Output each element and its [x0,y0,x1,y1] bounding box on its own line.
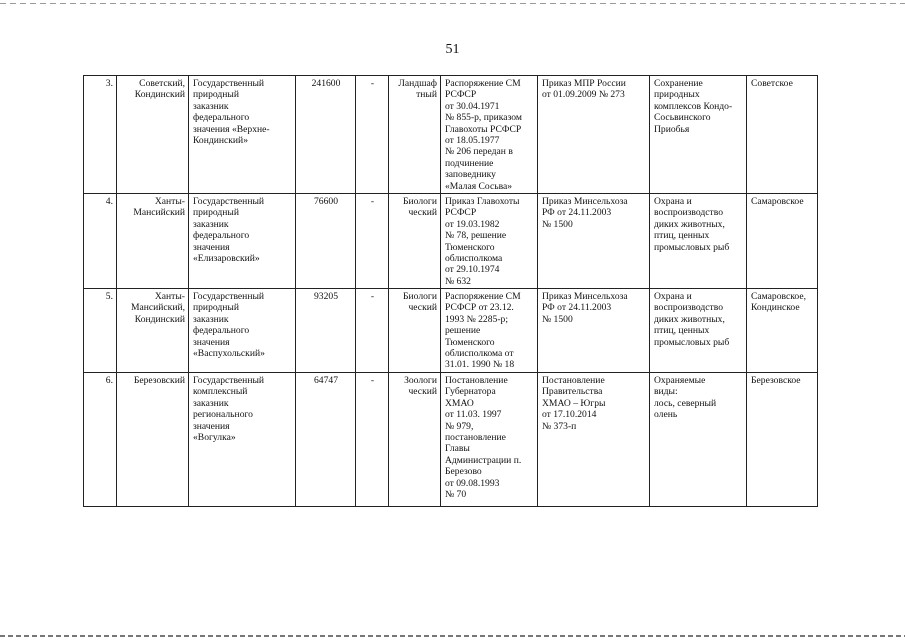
cell-line: Биологи [403,291,437,302]
cell-line: Самаровское, [751,291,806,302]
cell-line: тный [416,89,437,101]
cell-line: заказник [193,313,229,325]
cell-line: заказник [193,218,229,230]
cell-line: комплексов Кондо- [654,100,733,112]
cell-line: ческий [408,302,437,314]
cell-line: Березовское [751,375,801,386]
settlement-cell [747,289,818,373]
reserve-name-cell [189,194,296,289]
table-row [84,289,818,373]
cell-line: Государственный [193,196,265,207]
cell-line: «Вaспухольский» [193,348,265,360]
cell-line: Мансийский [133,207,185,219]
cell-line: Кондинский [134,313,185,325]
cell-line: облисполкома [445,253,503,265]
settlement-cell [747,194,818,289]
cell-line: от 01.09.2009 № 273 [542,89,625,101]
cell-line: Советское [751,78,793,89]
profile-cell [389,76,441,194]
cell-line: промысловых рыб [654,336,730,348]
area-cell: 76600 [296,194,356,289]
establishment-basis-cell [441,76,538,194]
scan-edge-top [0,3,905,4]
area-cell: 241600 [296,76,356,194]
table-row [84,373,818,507]
buffer-zone-cell: - [356,76,389,194]
row-number: 6. [84,373,117,507]
settlement-cell [747,373,818,507]
area-cell: 64747 [296,373,356,507]
cell-line: Распоряжение СМ [445,291,521,302]
profile-cell [389,194,441,289]
cell-line: № 70 [445,489,467,501]
cell-line: Государственный [193,78,265,89]
cell-line: воспроизводство [654,207,723,219]
cell-line: ХМАО [445,397,474,409]
district-cell [117,76,189,194]
cell-line: природный [193,302,239,314]
district-cell [117,194,189,289]
district-cell [117,289,189,373]
cell-line: Распоряжение СМ [445,78,521,89]
cell-line: комплексный [193,386,248,398]
establishment-basis-cell [441,373,538,507]
cell-line: федерального [193,112,250,124]
regulation-cell [538,373,650,507]
reserve-name-cell [189,373,296,507]
cell-line: Березово [445,466,482,478]
cell-line: от 30.04.1971 [445,100,500,112]
cell-line: Березовский [133,375,185,386]
cell-line: Государственный [193,375,265,386]
cell-line: подчинение [445,157,494,169]
cell-line: природных [654,89,700,101]
cell-line: заказник [193,397,229,409]
cell-line: 31.01. 1990 № 18 [445,359,515,371]
cell-line: регионального [193,409,253,421]
cell-line: Сосьвинского [654,112,711,124]
cell-line: Сохранение [654,78,703,89]
district-cell [117,373,189,507]
cell-line: Приказ Минсельхоза [542,196,628,207]
cell-line: заповеднику [445,169,496,181]
cell-line: Приказ Минсельхоза [542,291,628,302]
cell-line: Главохоты РСФСР [445,123,522,135]
page-number: 51 [445,42,460,57]
cell-line: № 855-р, приказом [445,112,522,124]
cell-line: от 09.08.1993 [445,477,500,489]
cell-line: № 1500 [542,313,573,325]
cell-line: Тюменского [445,336,495,348]
cell-line: воспроизводство [654,302,723,314]
cell-line: РФ от 24.11.2003 [542,207,612,219]
row-number: 5. [84,289,117,373]
regulation-cell [538,76,650,194]
row-number: 3. [84,76,117,194]
cell-line: значения «Верхне- [193,123,270,135]
cell-line: Приобья [654,123,690,135]
cell-line: виды: [654,386,678,398]
establishment-basis-cell [441,194,538,289]
regulation-cell [538,194,650,289]
cell-line: № 979, [445,420,474,432]
buffer-zone-cell: - [356,194,389,289]
cell-line: Главы [445,443,470,455]
cell-line: Кондинское [751,302,800,314]
cell-line: диких животных, [654,218,725,230]
cell-line: олень [654,409,678,421]
cell-line: Губернатора [445,386,496,398]
cell-line: «Вогулка» [193,432,236,444]
cell-line: птиц, ценных [654,325,710,337]
cell-line: промысловых рыб [654,241,730,253]
buffer-zone-cell: - [356,373,389,507]
cell-line: от 18.05.1977 [445,135,500,147]
cell-line: Приказ МПР России [542,78,626,89]
cell-line: Кондинский» [193,135,248,147]
cell-line: ческий [408,386,437,398]
buffer-zone-cell: - [356,289,389,373]
cell-line: федерального [193,325,250,337]
cell-line: от 29.10.1974 [445,264,500,276]
cell-line: от 17.10.2014 [542,409,597,421]
cell-line: Государственный [193,291,265,302]
cell-line: Советский, [139,78,185,89]
cell-line: заказник [193,100,229,112]
cell-line: Охраняемые [654,375,706,386]
establishment-basis-cell [441,289,538,373]
cell-line: РСФСР [445,89,477,101]
reserve-name-cell [189,289,296,373]
cell-line: решение [445,325,481,337]
cell-line: значения [193,420,230,432]
cell-line: лось, северный [654,397,717,409]
cell-line: значения [193,241,230,253]
cell-line: диких животных, [654,313,725,325]
cell-line: природный [193,207,239,219]
cell-line: Ландшаф [398,78,437,89]
cell-line: «Малая Сосьва» [445,180,513,192]
cell-line: Ханты- [154,196,185,207]
cell-line: Биологи [403,196,437,207]
cell-line: № 206 передан в [445,146,513,158]
purpose-cell [650,289,747,373]
cell-line: РСФСР [445,207,477,219]
cell-line: Постановление [445,375,508,386]
cell-line: Зоологи [404,375,437,386]
cell-line: РСФСР от 23.12. [445,302,514,314]
regulation-cell [538,289,650,373]
reserves-table [83,75,818,507]
cell-line: федерального [193,230,250,242]
cell-line: Правительства [542,386,603,398]
cell-line: Администрации п. [445,454,522,466]
cell-line: № 78, решение [445,230,507,242]
cell-line: постановление [445,432,506,444]
reserve-name-cell [189,76,296,194]
cell-line: Мансийский, [130,302,185,314]
cell-line: Приказ Главохоты [445,196,520,207]
row-number: 4. [84,194,117,289]
cell-line: Охрана и [654,196,692,207]
scan-edge-bottom [0,635,905,637]
cell-line: птиц, ценных [654,230,710,242]
cell-line: от 11.03. 1997 [445,409,502,421]
profile-cell [389,289,441,373]
cell-line: 1993 № 2285-р; [445,313,508,325]
cell-line: значения [193,336,230,348]
cell-line: № 632 [445,275,471,287]
purpose-cell [650,373,747,507]
cell-line: Самаровское [751,196,804,207]
purpose-cell [650,194,747,289]
cell-line: Постановление [542,375,605,386]
purpose-cell [650,76,747,194]
settlement-cell [747,76,818,194]
cell-line: от 19.03.1982 [445,218,500,230]
cell-line: облисполкома от [445,348,514,360]
cell-line: № 1500 [542,218,573,230]
cell-line: ХМАО – Югры [542,397,606,409]
table-row [84,194,818,289]
profile-cell [389,373,441,507]
cell-line: РФ от 24.11.2003 [542,302,612,314]
table-row [84,76,818,194]
cell-line: ческий [408,207,437,219]
cell-line: Кондинский [134,89,185,101]
cell-line: природный [193,89,239,101]
cell-line: № 373-п [542,420,577,432]
cell-line: Тюменского [445,241,495,253]
cell-line: «Елизаровский» [193,253,260,265]
area-cell: 93205 [296,289,356,373]
cell-line: Охрана и [654,291,692,302]
cell-line: Ханты- [154,291,185,302]
